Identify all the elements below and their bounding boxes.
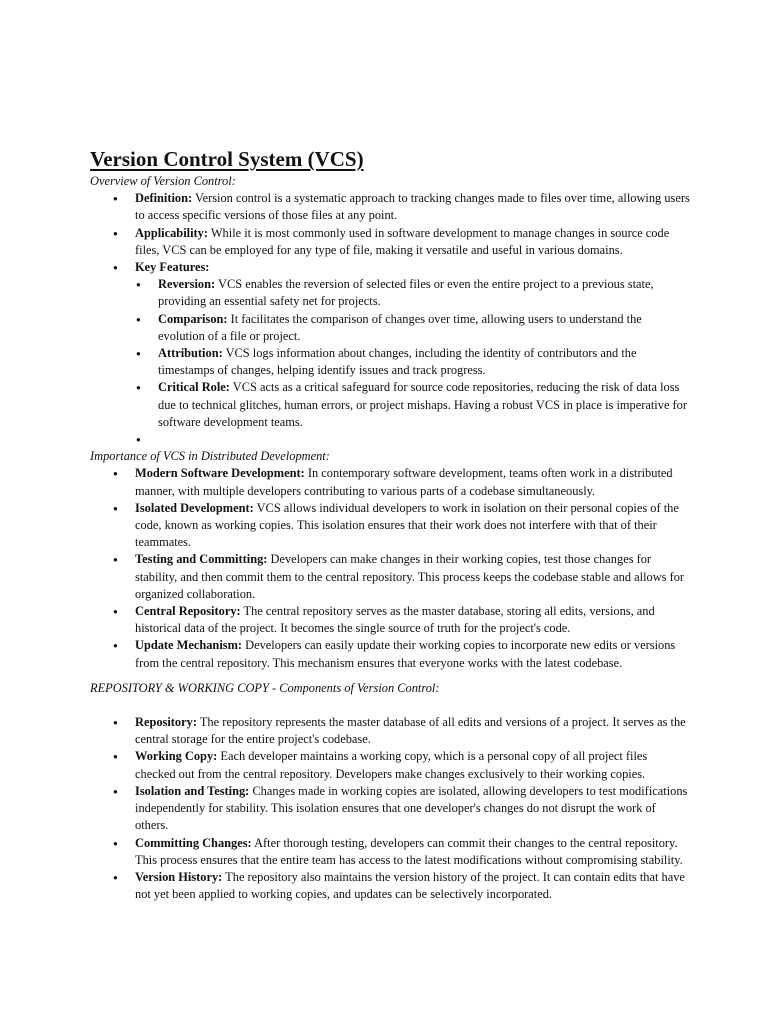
list-item-version-history	[135, 869, 690, 903]
section-heading-overview: Overview of Version Control:	[90, 174, 236, 188]
list-item-testing-committing	[135, 551, 690, 603]
sub-item-attribution	[158, 345, 690, 379]
list-item-repository	[135, 714, 690, 748]
term-label: Committing Changes:	[135, 835, 252, 850]
item-text: VCS acts as a critical safeguard for source code repositories, reducing the risk of data loss due to technical glitches, human errors, or project mishaps. Having a robust VCS in place is imperative for software development teams.	[158, 380, 687, 429]
list-item-committing-changes	[135, 835, 690, 869]
item-text: Each developer maintains a working copy, which is a personal copy of all project files checked out from the central repository. Developers make changes exclusively to their working copies.	[135, 749, 648, 781]
item-text: It facilitates the comparison of changes over time, allowing users to understand the evolution of a file or project.	[158, 311, 642, 343]
item-text: Developers can make changes in their working copies, test those changes for stability, and then commit them to the central repository. This process keeps the codebase stable and allows for organized collaboration.	[135, 552, 685, 601]
item-text: Version control is a systematic approach to tracking changes made to files over time, allowing users to access specific versions of those files at any point.	[135, 191, 690, 223]
list-item-applicability	[135, 225, 690, 259]
term-label: Isolated Development:	[135, 500, 254, 515]
term-label: Modern Software Development:	[135, 466, 305, 481]
list-item-isolated-development	[135, 500, 690, 552]
list-item-central-repository	[135, 603, 690, 637]
term-label: Reversion:	[158, 277, 216, 292]
item-text: After thorough testing, developers can commit their changes to the central repository. This process ensures that the entire team has access to the latest modifications without compromising stability.	[135, 835, 683, 867]
importance-list	[90, 465, 690, 671]
item-text: In contemporary software development, teams often work in a distributed manner, with multiple developers contributing to various parts of a codebase simultaneously.	[135, 466, 673, 498]
item-text: VCS enables the reversion of selected files or even the entire project to a previous state, providing an essential safety net for projects.	[158, 277, 654, 309]
term-label: Definition:	[135, 191, 193, 206]
components-list	[90, 714, 690, 903]
item-text: Developers can easily update their working copies to incorporate new edits or versions from the central repository. This mechanism ensures that everyone works with the latest codebase.	[135, 638, 676, 670]
term-label: Comparison:	[158, 311, 228, 326]
sub-item-empty	[158, 431, 690, 448]
section-heading-components: REPOSITORY & WORKING COPY - Components of Version Control:	[90, 680, 440, 695]
term-label: Isolation and Testing:	[135, 783, 250, 798]
term-label: Repository:	[135, 715, 197, 730]
term-label: Working Copy:	[135, 749, 218, 764]
list-item-definition	[135, 190, 690, 224]
item-text: VCS allows individual developers to work in isolation on their personal copies of the code, known as working copies. This isolation ensures that their work does not interfere with that of their teammates.	[135, 500, 679, 550]
section-heading-importance: Importance of VCS in Distributed Development:	[90, 449, 330, 464]
sub-item-reversion	[158, 276, 690, 310]
list-item-modern-development	[135, 465, 690, 499]
overview-list	[90, 190, 690, 276]
sub-item-comparison	[158, 311, 690, 345]
item-text: VCS logs information about changes, including the identity of contributors and the timestamps of changes, helping identify issues and track progress.	[158, 346, 637, 378]
term-label: Applicability:	[135, 225, 208, 240]
term-label: Version History:	[135, 869, 223, 884]
term-label: Attribution:	[158, 346, 223, 361]
list-item-key-features	[135, 259, 690, 276]
list-item-update-mechanism	[135, 637, 690, 671]
item-text: The central repository serves as the master database, storing all edits, versions, and historical data of the project. It becomes the single source of truth for the project's code.	[135, 604, 655, 636]
term-label: Update Mechanism:	[135, 638, 243, 653]
document-page	[90, 146, 690, 903]
list-item-working-copy	[135, 748, 690, 782]
item-text: While it is most commonly used in software development to manage changes in source code files, VCS can be employed for any type of file, making it versatile and useful in various domains.	[135, 225, 670, 257]
sub-item-critical-role	[158, 379, 690, 431]
item-text: Changes made in working copies are isolated, allowing developers to test modifications independently for stability. This isolation ensures that one developer's changes do not disrupt the work of others.	[135, 783, 688, 833]
item-text: The repository represents the master database of all edits and versions of a project. It serves as the central storage for the entire project's codebase.	[135, 715, 686, 747]
term-label: Key Features:	[135, 260, 210, 275]
term-label: Testing and Committing:	[135, 552, 268, 567]
list-item-isolation-testing	[135, 783, 690, 835]
document-title: Version Control System (VCS)	[90, 147, 364, 171]
term-label: Critical Role:	[158, 380, 230, 395]
term-label: Central Repository:	[135, 604, 241, 619]
item-text: The repository also maintains the version history of the project. It can contain edits that have not yet been applied to working copies, and updates can be selectively incorporated.	[135, 869, 685, 902]
key-features-list	[90, 276, 690, 448]
